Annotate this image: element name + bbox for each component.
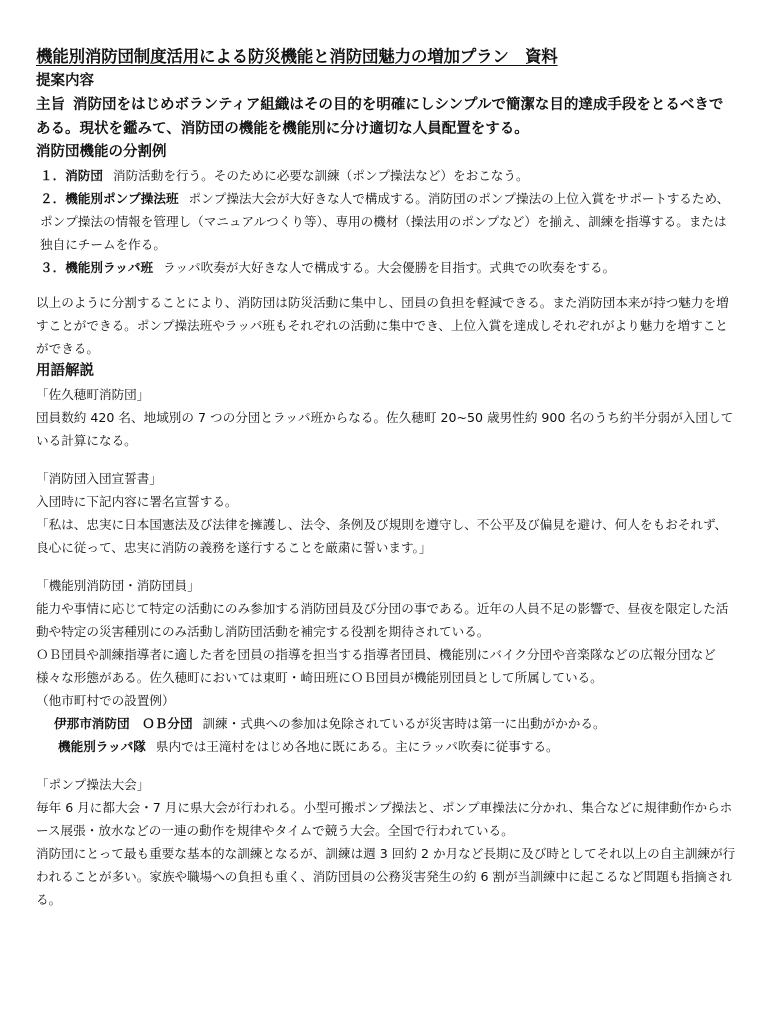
- glossary-examples-intro: （他市町村での設置例）: [36, 693, 175, 708]
- proposal-heading: 提案内容: [36, 73, 94, 89]
- glossary-example-name: 機能別ラッパ隊: [58, 739, 146, 754]
- document-page: [36, 44, 736, 911]
- division-heading: 消防団機能の分割例: [36, 144, 167, 160]
- glossary-functional-text2: ＯＢ団員や訓練指導者に適した者を団員の指導を担当する指導者団員、機能別にバイク分団や音楽隊などの広報分団など様々な形態がある。佐久穂町においては東町・崎田班にＯＢ団員が機能別団員として所属している。: [36, 647, 716, 685]
- spacer: [36, 559, 736, 574]
- glossary-example-text: 県内では王滝村をはじめ各地に既にある。主にラッパ吹奏に従事する。: [155, 739, 559, 754]
- division-item-label: １．消防団: [40, 168, 103, 183]
- division-item: [36, 187, 736, 256]
- division-item: [36, 164, 736, 187]
- glossary-heading: 用語解説: [36, 363, 94, 379]
- glossary-term-saku: 「佐久穂町消防団」: [36, 387, 150, 402]
- glossary-example: [36, 712, 736, 735]
- glossary-term-pump: 「ポンプ操法大会」: [36, 777, 150, 792]
- glossary-term-oath: 「消防団入団宣誓書」: [36, 471, 162, 486]
- glossary-functional-text1: 能力や事情に応じて特定の活動にのみ参加する消防団員及び分団の事である。近年の人員不足の影響で、昼夜を限定した活動や特定の災害種別にのみ活動し消防団活動を補完する役割を期待されている。: [36, 601, 729, 639]
- spacer: [36, 279, 736, 291]
- division-item-text: ラッパ吹奏が大好きな人で構成する。大会優勝を目指す。式典での吹奏をする。: [163, 260, 616, 275]
- glossary-term-functional: 「機能別消防団・消防団員」: [36, 578, 200, 593]
- division-item: [36, 256, 736, 279]
- division-item-text: 消防活動を行う。そのために必要な訓練（ポンプ操法など）をおこなう。: [112, 168, 529, 183]
- proposal-lead: [36, 93, 736, 141]
- proposal-lead-label: 主旨: [36, 97, 65, 113]
- division-item-text: ポンプ操法大会が大好きな人で構成する。消防団のポンプ操法の上位入賞をサポートするため、ポンプ操法の情報を管理し（マニュアルつくり等）、専用の機材（操法用のポンプなど）を揃え、訓練を指導する。または独自にチームを作る。: [40, 191, 730, 252]
- spacer: [36, 758, 736, 773]
- glossary-text-saku: 団員数約 420 名、地域別の 7 つの分団とラッパ班からなる。佐久穂町 20~50 歳男性約 900 名のうち約半分弱が入団している計算になる。: [36, 410, 734, 448]
- glossary-oath-quote: 「私は、忠実に日本国憲法及び法律を擁護し、法令、条例及び規則を遵守し、不公平及び偏見を避け、何人をもおそれず、良心に従って、忠実に消防の義務を遂行することを厳粛に誓います。」: [36, 517, 728, 555]
- division-item-label: ２．機能別ポンプ操法班: [40, 191, 179, 206]
- proposal-lead-text: 消防団をはじめボランティア組織はその目的を明確にしシンプルで簡潔な目的達成手段をとるべきである。現状を鑑みて、消防団の機能を機能別に分け適切な人員配置をする。: [36, 97, 724, 137]
- division-item-label: ３．機能別ラッパ班: [40, 260, 154, 275]
- glossary-pump-text2: 消防団にとって最も重要な基本的な訓練となるが、訓練は週 3 回約 2 か月など長期に及び時としてそれ以上の自主訓練が行われることが多い。家族や職場への負担も重く、消防団員の公務災害発生の約 6 割が当訓練中に起こるなど問題も指摘される。: [36, 846, 736, 907]
- document-title: 機能別消防団制度活用による防災機能と消防団魅力の増加プラン 資料: [36, 47, 558, 66]
- glossary-pump-text1: 毎年 6 月に都大会・7 月に県大会が行われる。小型可搬ポンプ操法と、ポンプ車操法に分かれ、集合などに規律動作からホース展張・放水などの一連の動作を規律やタイムで競う大会。全国で行われている。: [36, 800, 733, 838]
- glossary-oath-intro: 入団時に下記内容に署名宣誓する。: [36, 494, 238, 509]
- glossary-example: [36, 735, 736, 758]
- glossary-example-text: 訓練・式典への参加は免除されているが災害時は第一に出動がかかる。: [202, 716, 606, 731]
- division-summary: 以上のように分割することにより、消防団は防災活動に集中し、団員の負担を軽減できる。また消防団本来が持つ魅力を増すことができる。ポンプ操法班やラッパ班もそれぞれの活動に集中でき、上位入賞を達成しそれぞれがより魅力を増すことができる。: [36, 295, 729, 356]
- spacer: [36, 452, 736, 467]
- glossary-example-name: 伊那市消防団 ＯＢ分団: [54, 716, 193, 731]
